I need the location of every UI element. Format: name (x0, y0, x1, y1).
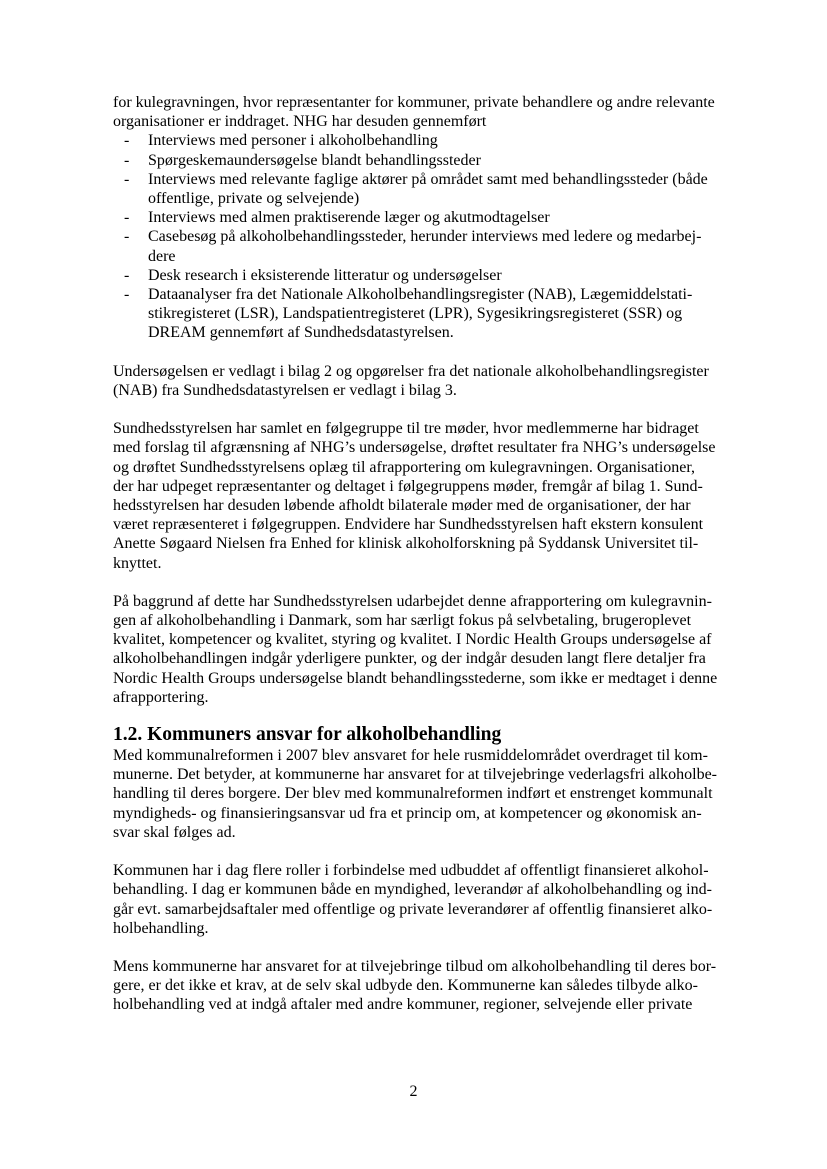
text-line: Interviews med almen praktiserende læger og akutmodtagelser (148, 209, 550, 227)
list-item (113, 285, 733, 343)
list-item (113, 266, 733, 285)
text-line: gere, er det ikke et krav, at de selv skal udbyde den. Kommunerne kan således tilbyde alko- (113, 977, 698, 995)
text-line: (NAB) fra Sundhedsdatastyrelsen er vedlagt i bilag 3. (113, 381, 457, 399)
text-line: Interviews med personer i alkoholbehandling (148, 132, 438, 150)
document-body (113, 93, 733, 1015)
dash-bullet-icon: - (124, 266, 130, 284)
section-heading: 1.2. Kommuners ansvar for alkoholbehandling (113, 724, 502, 745)
text-line: Casebesøg på alkoholbehandlingssteder, herunder interviews med ledere og medarbej- (148, 228, 702, 246)
text-line: Desk research i eksisterende litteratur og undersøgelser (148, 266, 502, 284)
text-line: Spørgeskemaundersøgelse blandt behandlingssteder (148, 151, 481, 169)
text-line: Undersøgelsen er vedlagt i bilag 2 og opgørelser fra det nationale alkoholbehandlingsregister (113, 362, 709, 380)
text-line: svar skal følges ad. (113, 823, 236, 841)
text-line: holbehandling ved at indgå aftaler med andre kommuner, regioner, selvejende eller private (113, 996, 693, 1014)
text-line: alkoholbehandlingen indgår yderligere punkter, og der indgår desuden langt flere detaljer fra (113, 650, 706, 668)
text-line: Mens kommunerne har ansvaret for at tilvejebringe tilbud om alkoholbehandling til deres bor- (113, 958, 717, 976)
paragraph (113, 861, 733, 938)
text-line: myndigheds- og finansieringsansvar ud fra et princip om, at kompetencer og økonomisk an- (113, 804, 702, 822)
text-line: knyttet. (113, 554, 162, 572)
paragraph (113, 362, 733, 400)
list-item (113, 151, 733, 170)
text-line: På baggrund af dette har Sundhedsstyrelsen udarbejdet denne afrapportering om kulegravnin- (113, 592, 712, 610)
dash-bullet-icon: - (124, 285, 130, 303)
text-line: Anette Søgaard Nielsen fra Enhed for klinisk alkoholforskning på Syddansk Universitet til- (113, 535, 699, 553)
dash-bullet-icon: - (124, 170, 130, 188)
text-line: holbehandling. (113, 919, 209, 937)
paragraph (113, 957, 733, 1015)
text-line: været repræsenteret i følgegruppen. Endvidere har Sundhedsstyrelsen haft ekstern konsulent (113, 516, 704, 534)
text-line: Dataanalyser fra det Nationale Alkoholbehandlingsregister (NAB), Lægemiddelstati- (148, 285, 693, 303)
list-item (113, 227, 733, 265)
text-line: og drøftet Sundhedsstyrelsens oplæg til afrapportering om kulegravningen. Organisationer, (113, 458, 696, 476)
dash-bullet-icon: - (124, 209, 130, 227)
text-line: for kulegravningen, hvor repræsentanter for kommuner, private behandlere og andre relevante (113, 94, 715, 111)
text-line: Med kommunalreformen i 2007 blev ansvaret for hele rusmiddelområdet overdraget til kom- (113, 747, 708, 764)
paragraph (113, 746, 733, 842)
text-line: Sundhedsstyrelsen har samlet en følgegruppe til tre møder, hvor medlemmerne har bidraget (113, 420, 699, 438)
text-line: stikregisteret (LSR), Landspatientregisteret (LPR), Sygesikringsregisteret (SSR) og (148, 305, 683, 323)
list-item (113, 170, 733, 208)
dash-bullet-icon: - (124, 151, 130, 169)
paragraph (113, 419, 733, 573)
text-line: afrapportering. (113, 688, 209, 706)
text-line: går evt. samarbejdsaftaler med offentlige og private leverandører af offentlig finansieret alko- (113, 900, 713, 918)
text-line: der har udpeget repræsentanter og deltaget i følgegruppens møder, fremgår af bilag 1. Sund- (113, 477, 703, 495)
text-line: organisationer er inddraget. NHG har desuden gennemført (113, 113, 487, 131)
paragraphs-section-a (113, 362, 733, 707)
dash-bullet-icon: - (124, 228, 130, 246)
dash-bullet-icon: - (124, 132, 130, 150)
text-line: hedsstyrelsen har desuden løbende afholdt bilaterale møder med de organisationer, der har (113, 496, 691, 514)
text-line: Kommunen har i dag flere roller i forbindelse med udbuddet af offentligt finansieret alkohol- (113, 862, 709, 880)
intro-paragraph (113, 93, 733, 131)
text-line: med forslag til afgrænsning af NHG’s undersøgelse, drøftet resultater fra NHG’s undersøgelse (113, 439, 716, 457)
page-number: 2 (409, 1083, 418, 1100)
method-bullet-list (113, 131, 733, 342)
text-line: gen af alkoholbehandling i Danmark, som har særligt fokus på selvbetaling, brugeroplevet (113, 612, 692, 630)
list-item (113, 131, 733, 150)
text-line: Nordic Health Groups undersøgelse blandt behandlingsstederne, som ikke er medtaget i denne (113, 669, 718, 687)
text-line: DREAM gennemført af Sundhedsdatastyrelsen. (148, 324, 454, 342)
text-line: offentlige, private og selvejende) (148, 189, 360, 207)
text-line: Interviews med relevante faglige aktører på området samt med behandlingssteder (både (148, 170, 708, 188)
text-line: munerne. Det betyder, at kommunerne har ansvaret for at tilvejebringe vederlagsfri alkoholbe- (113, 766, 718, 784)
paragraph (113, 592, 733, 707)
text-line: behandling. I dag er kommunen både en myndighed, leverandør af alkoholbehandling og ind- (113, 881, 712, 899)
list-item (113, 208, 733, 227)
text-line: dere (148, 247, 176, 265)
text-line: kvalitet, kompetencer og kvalitet, styring og kvalitet. I Nordic Health Groups undersøgelse af (113, 631, 712, 649)
paragraphs-section-b (113, 746, 733, 1015)
text-line: handling til deres borgere. Der blev med kommunalreformen indført et enstrenget kommunalt (113, 785, 713, 803)
